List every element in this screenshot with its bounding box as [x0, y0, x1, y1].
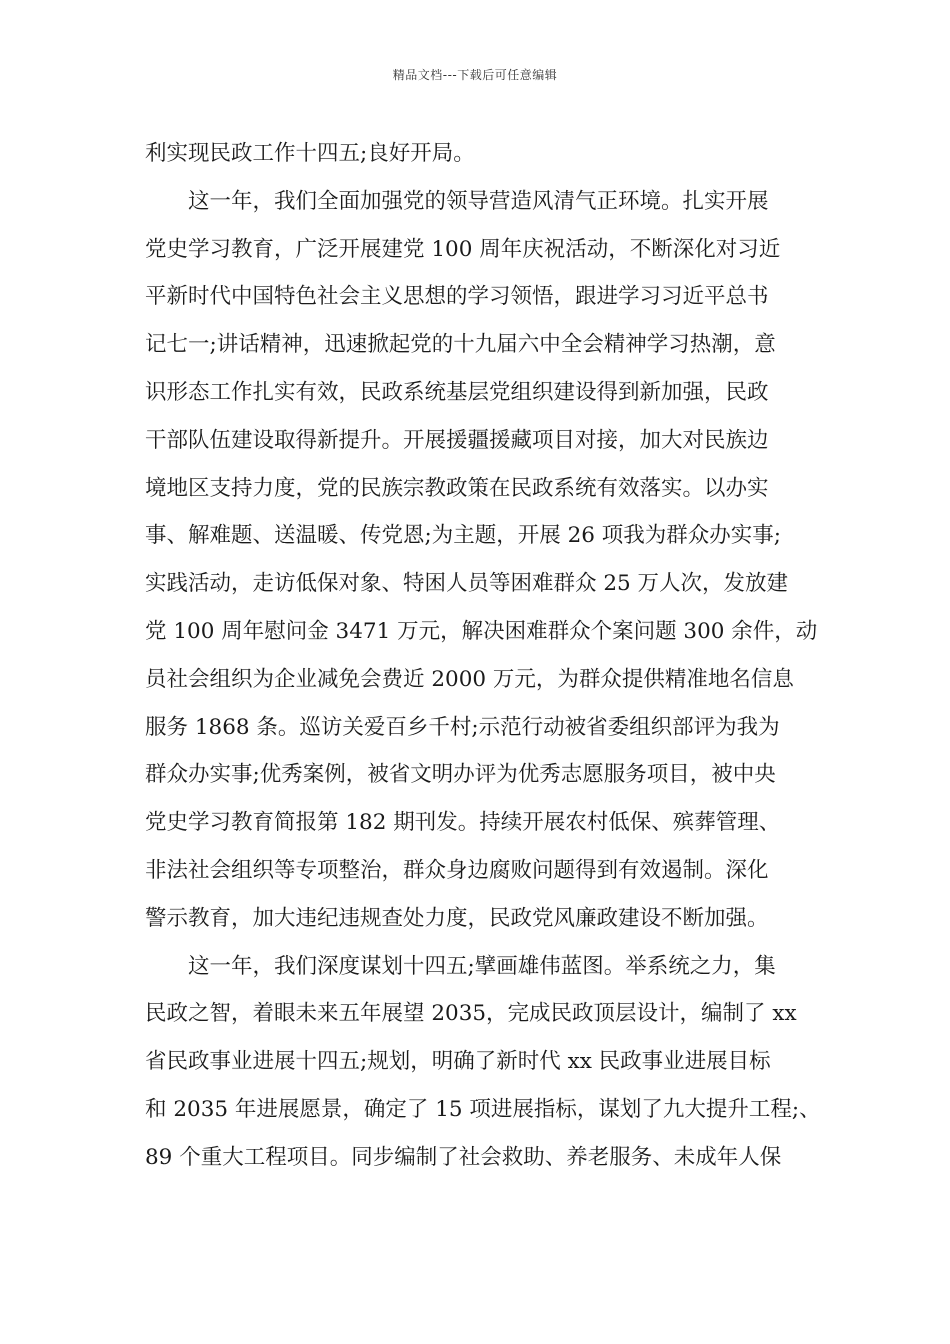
text-line: 识形态工作扎实有效，民政系统基层党组织建设得到新加强，民政	[145, 379, 769, 405]
text-line: 民政之智，着眼未来五年展望 2035，完成民政顶层设计，编制了 xx	[145, 1001, 797, 1027]
text-line: 党史学习教育，广泛开展建党 100 周年庆祝活动，不断深化对习近	[145, 236, 781, 262]
text-line: 利实现民政工作十四五;良好开局。	[145, 141, 475, 166]
paragraph-start-line: 这一年，我们深度谋划十四五;擘画雄伟蓝图。举系统之力，集	[188, 953, 776, 979]
text-line: 和 2035 年进展愿景，确定了 15 项进展指标，谋划了九大提升工程;、	[145, 1096, 821, 1122]
text-line: 党史学习教育简报第 182 期刊发。持续开展农村低保、殡葬管理、	[145, 810, 781, 836]
text-line: 非法社会组织等专项整治，群众身边腐败问题得到有效遏制。深化	[145, 857, 769, 883]
page-header: 精品文档---下载后可任意编辑	[392, 68, 558, 82]
paragraph-start-line: 这一年，我们全面加强党的领导营造风清气正环境。扎实开展	[188, 188, 769, 214]
document-body	[145, 130, 821, 1182]
text-line: 89 个重大工程项目。同步编制了社会救助、养老服务、未成年人保	[145, 1144, 782, 1170]
text-line: 实践活动，走访低保对象、特困人员等困难群众 25 万人次，发放建	[145, 571, 789, 597]
text-line: 群众办实事;优秀案例，被省文明办评为优秀志愿服务项目，被中央	[145, 762, 776, 788]
text-line: 员社会组织为企业减免会费近 2000 万元，为群众提供精准地名信息	[145, 666, 794, 692]
text-line: 党 100 周年慰问金 3471 万元，解决困难群众个案问题 300 余件，动	[145, 618, 818, 644]
text-line: 服务 1868 条。巡访关爱百乡千村;示范行动被省委组织部评为我为	[145, 714, 780, 740]
text-line: 事、解难题、送温暖、传党恩;为主题，开展 26 项我为群众办实事;	[145, 523, 782, 549]
text-line: 记七一;讲话精神，迅速掀起党的十九届六中全会精神学习热潮，意	[145, 332, 776, 358]
text-line: 省民政事业进展十四五;规划，明确了新时代 xx 民政事业进展目标	[145, 1049, 771, 1075]
text-line: 境地区支持力度，党的民族宗教政策在民政系统有效落实。以办实	[145, 475, 769, 501]
text-line: 平新时代中国特色社会主义思想的学习领悟，跟进学习习近平总书	[145, 284, 769, 310]
text-line: 警示教育，加大违纪违规查处力度，民政党风廉政建设不断加强。	[145, 905, 769, 931]
text-line: 干部队伍建设取得新提升。开展援疆援藏项目对接，加大对民族边	[145, 427, 769, 453]
